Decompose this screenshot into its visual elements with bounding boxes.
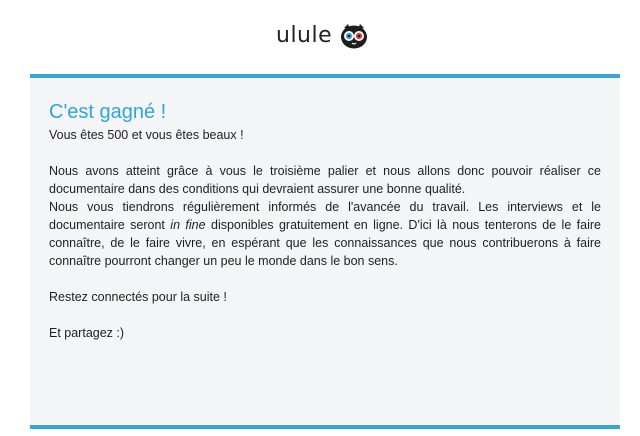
stay-connected-text: Restez connectés pour la suite !	[49, 290, 227, 304]
ulule-logo[interactable]	[276, 20, 368, 52]
owl-icon	[340, 23, 368, 49]
body-paragraph-2-start: Nous vous tiendrons régulièrement informés de l'avancée du travail. Les interviews et le documentaire seront	[49, 200, 601, 232]
logo-text: ulule	[276, 23, 333, 48]
body-paragraph-2-end: disponibles gratuitement en ligne. D'ici là nous tenterons de le faire connaître, de le faire vivre, en espérant que les connaissances que nous contribuerons à faire connaître pourront changer un peu le monde dans le bon sens.	[49, 218, 601, 268]
body-paragraph-2	[49, 198, 601, 270]
header	[0, 0, 640, 74]
card-body	[49, 162, 601, 270]
body-paragraph-2-emphasis: in fine	[170, 218, 206, 232]
body-paragraph-1: Nous avons atteint grâce à vous le troisième palier et nous allons donc pouvoir réaliser ce documentaire dans des conditions qui devraient assurer une bonne qualité.	[49, 164, 601, 196]
card-subtitle: Vous êtes 500 et vous êtes beaux !	[49, 128, 244, 142]
card-title: C'est gagné !	[49, 101, 167, 123]
message-card	[30, 74, 620, 429]
share-text: Et partagez :)	[49, 326, 125, 340]
